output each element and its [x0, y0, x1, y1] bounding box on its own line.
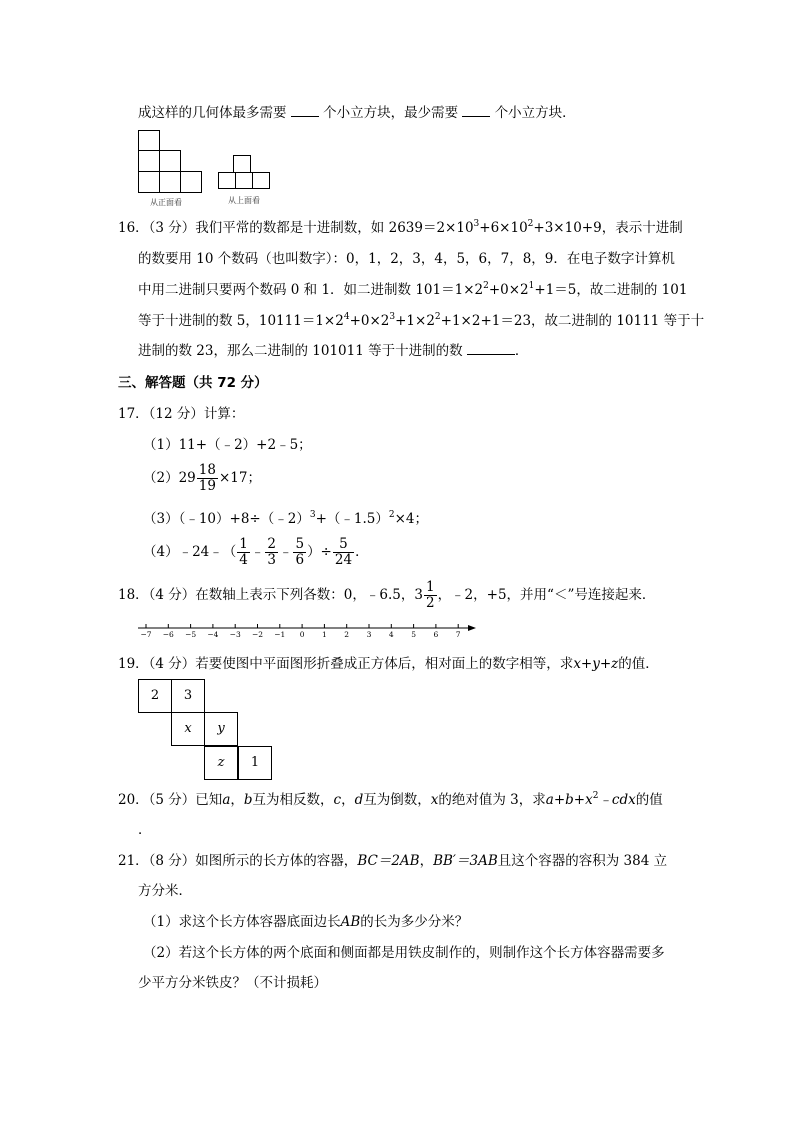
q19-text: 19．（4 分）若要使图中平面图形折叠成正方体后，相对面上的数字相等，求x+y+z的值．: [118, 656, 659, 672]
q15-blank-min[interactable]: [462, 104, 490, 117]
q16-line3: 中用二进制只要两个数码 0 和 1．如二进制数 $101=1\times 2^2+0\times 2^1+1=5$，故二进制的 101: [138, 281, 688, 298]
q15-blank-max[interactable]: [291, 104, 319, 117]
q16-line1: 16．（3 分）我们平常的数都是十进制数，如 $2639=2\times 10^3+6\times 10^2+3\times 10+9$，表示十进制: [118, 219, 683, 236]
number-line-tick-label: 6: [433, 630, 439, 639]
q20-line2: ．: [138, 822, 152, 838]
front-cell: [159, 150, 181, 172]
q17-head: 17．（12 分）计算：: [118, 406, 245, 422]
number-line-tick-label: −5: [185, 630, 197, 639]
front-cell: [138, 130, 160, 151]
net-cell: 2: [138, 679, 172, 713]
number-line-tick-label: −7: [140, 630, 152, 639]
number-line-tick-label: −1: [274, 630, 286, 639]
q21-part1: （1）求这个长方体容器底面边长AB的长为多少分米？: [143, 914, 469, 930]
number-line-tick-label: 0: [299, 630, 305, 639]
number-line-tick-label: 4: [388, 630, 394, 639]
q17-part3: （3）（﹣10）+8÷（﹣2）$^3$+（﹣1.5）$^2$×4；: [143, 510, 428, 527]
number-line-tick-label: −4: [207, 630, 219, 639]
caption-top: 从上面看: [228, 196, 260, 205]
front-cell: [138, 171, 160, 193]
net-cell: 1: [238, 746, 272, 780]
number-line-tick-label: −6: [162, 630, 174, 639]
front-cell: [138, 150, 160, 172]
top-cell: [218, 172, 236, 189]
caption-front: 从正面看: [150, 198, 182, 207]
fraction: $\frac{5}{24}$: [334, 536, 353, 568]
q16-line5: 进制的数 23，那么二进制的 101011 等于十进制的数 ．: [138, 343, 529, 359]
net-cell: x: [171, 712, 205, 746]
q17-part4: （4）﹣24﹣（ $\frac{1}{4}$ ﹣ $\frac{2}{3}$ ﹣ $\frac{5}{6}$ ）÷ $\frac{5}{24}$ ．: [143, 536, 369, 568]
q21-part2-line1: （2）若这个长方体的两个底面和侧面都是用铁皮制作的，则制作这个长方体容器需要多: [143, 945, 665, 961]
q16-answer-blank[interactable]: [467, 342, 515, 355]
fraction: $\frac{1}{2}$: [425, 579, 435, 611]
q16-line4: 等于十进制的数 5，$10111=1\times 2^4+0\times 2^3+1\times 2^2+1\times 2+1=23$，故二进制的 10111 等于十: [138, 312, 705, 329]
fraction: $\frac{5}{6}$: [295, 536, 305, 568]
number-line-tick-label: 7: [455, 630, 461, 639]
section-3-title: 三、解答题（共 72 分）: [118, 375, 268, 391]
number-line-tick-label: −3: [229, 630, 241, 639]
fraction: $\frac{2}{3}$: [267, 536, 276, 568]
top-cell: [252, 172, 270, 189]
number-line: [0, 616, 794, 656]
top-cell: [233, 155, 251, 173]
fraction: $\frac{1}{4}$: [239, 536, 248, 568]
net-cell: 3: [171, 679, 205, 713]
number-line-tick-label: −2: [251, 630, 264, 639]
number-line-tick-label: 2: [344, 630, 350, 639]
q20-text: 20．（5 分）已知a，b互为相反数，c，d互为倒数，x的绝对值为 3，求$a+b+x^2﹣cdx$的值: [118, 791, 663, 808]
q21-part2-line2: 少平方分米铁皮？（不计损耗）: [138, 975, 327, 991]
number-line-tick-label: 1: [322, 630, 327, 639]
q15-text: 成这样的几何体最多需要 个小立方块，最少需要 个小立方块．: [138, 105, 576, 121]
q17-part1: （1）11+（﹣2）+2﹣5；: [143, 437, 312, 453]
q16-line2: 的数要用 10 个数码（也叫数字）：0，1，2，3，4，5，6，7，8，9．在电子数字计算机: [138, 251, 675, 267]
net-cell: y: [204, 712, 238, 746]
top-cell: [235, 172, 253, 189]
q17-part2: （2）29 $\frac{18}{19}$ ×17；: [143, 462, 261, 494]
number-line-arrow: [468, 625, 476, 631]
q18-text: 18．（4 分）在数轴上表示下列各数：0，﹣6.5，3 $\frac{1}{2}$ ，﹣2，+5，并用“＜”号连接起来．: [118, 579, 656, 611]
net-cell: z: [204, 746, 238, 780]
number-line-tick-label: 3: [366, 630, 372, 639]
number-line-tick-label: 5: [411, 630, 416, 639]
front-cell: [159, 171, 181, 193]
front-cell: [180, 171, 202, 193]
q21-line1: 21．（8 分）如图所示的长方体的容器，BC＝2AB，BB′＝3AB且这个容器的容积为 384 立: [118, 853, 668, 869]
fraction: $\frac{18}{19}$: [198, 462, 216, 494]
q21-line2: 方分米．: [138, 883, 192, 899]
